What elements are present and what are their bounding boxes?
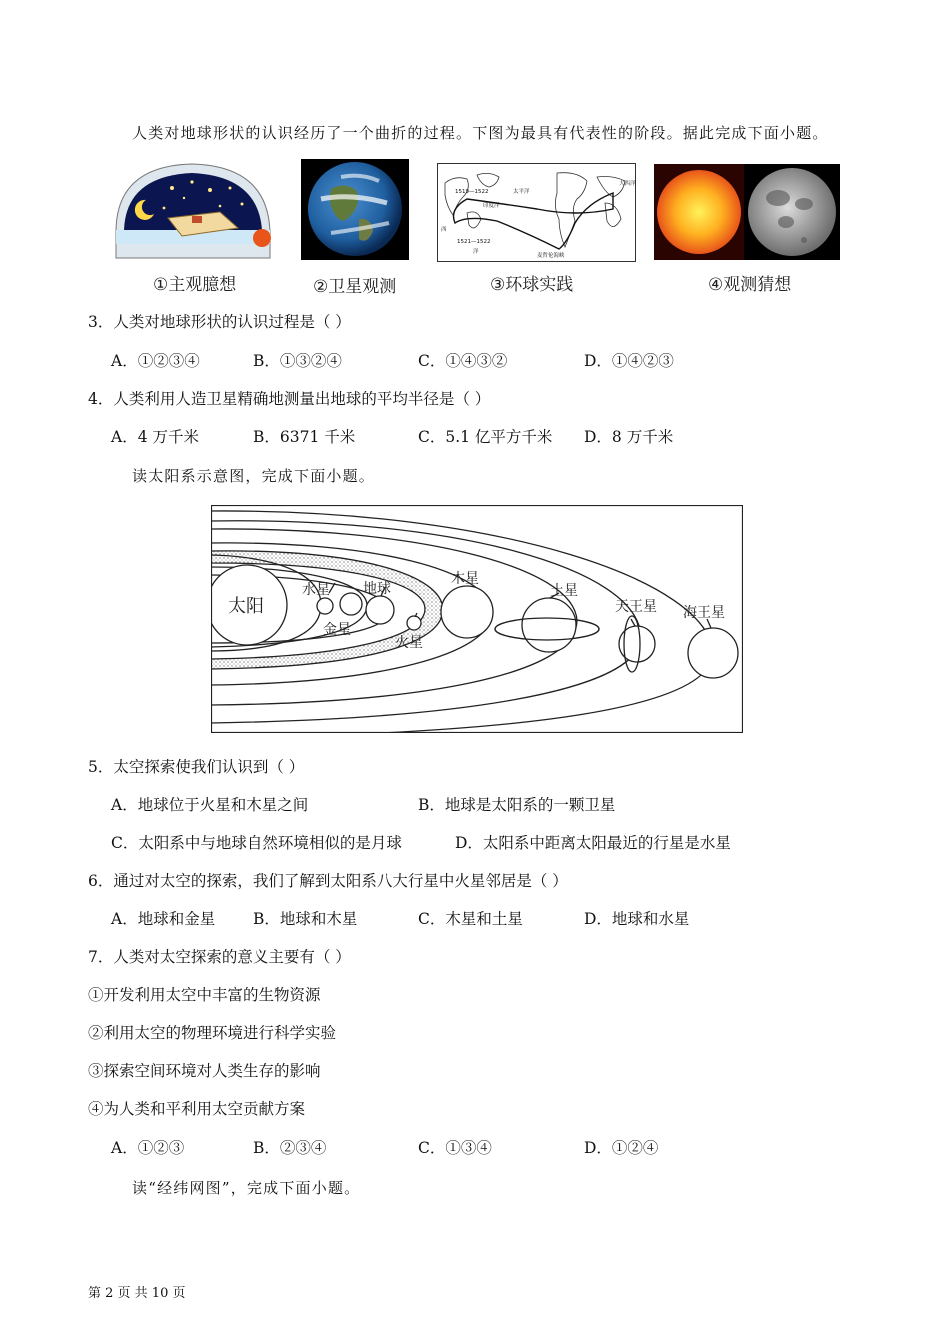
- q6-option-d: D．地球和水星: [584, 910, 690, 928]
- q4-option-c: C．5.1 亿平方千米: [418, 428, 553, 446]
- map-label-year-2: 1521—1522: [457, 239, 491, 245]
- q7-option-c: C．①③④: [418, 1139, 492, 1157]
- q4-option-a: A．4 万千米: [111, 428, 199, 446]
- q3-option-c: C．①④③②: [418, 352, 508, 370]
- solar-system-diagram: [211, 505, 743, 733]
- q3-option-b: B．①③②④: [253, 352, 342, 370]
- voyage-map: [437, 163, 636, 262]
- caption-4: ④观测猜想: [708, 275, 792, 295]
- label-venus: 金星: [323, 622, 351, 638]
- question-6: 6．通过对太空的探索，我们了解到太阳系八大行星中火星邻居是（ ）: [88, 872, 568, 890]
- q7-option-b: B．②③④: [253, 1139, 327, 1157]
- caption-3: ③环球实践: [490, 275, 574, 295]
- label-jupiter: 木星: [451, 571, 479, 587]
- map-label-atlantic: 大西洋: [619, 181, 636, 187]
- q7-statement-3: ③探索空间环境对人类生存的影响: [88, 1062, 321, 1080]
- map-label-strait: 麦哲伦海峡: [537, 253, 565, 259]
- label-saturn: 土星: [550, 583, 578, 599]
- q5-option-b: B．地球是太阳系的一颗卫星: [418, 796, 616, 814]
- question-3: 3．人类对地球形状的认识过程是（ ）: [88, 313, 351, 331]
- q5-option-a: A．地球位于火星和木星之间: [111, 796, 309, 814]
- label-mercury: 水星: [302, 582, 330, 598]
- map-label-pacific: 太平洋: [513, 189, 530, 195]
- q6-option-b: B．地球和木星: [253, 910, 358, 928]
- q7-option-d: D．①②④: [584, 1139, 659, 1157]
- label-uranus: 天王星: [615, 599, 657, 615]
- label-earth: 地球: [363, 581, 391, 597]
- label-mars: 火星: [395, 635, 423, 651]
- q3-option-a: A．①②③④: [111, 352, 200, 370]
- q7-statement-4: ④为人类和平利用太空贡献方案: [88, 1100, 306, 1118]
- intro-text-3: 读“经纬网图”，完成下面小题。: [132, 1179, 361, 1197]
- label-neptune: 海王星: [683, 605, 725, 621]
- q4-option-b: B．6371 千米: [253, 428, 356, 446]
- map-label-ocean: 洋: [473, 249, 479, 255]
- q5-option-d: D．太阳系中距离太阳最近的行星是水星: [455, 834, 731, 852]
- earth-photo: [301, 159, 409, 260]
- q7-statement-2: ②利用太空的物理环境进行科学实验: [88, 1024, 337, 1042]
- label-sun: 太阳: [228, 596, 264, 617]
- dome-illustration: [112, 160, 274, 262]
- q6-option-a: A．地球和金星: [111, 910, 216, 928]
- map-label-west: 西: [441, 227, 447, 233]
- q7-option-a: A．①②③: [111, 1139, 185, 1157]
- q7-statement-1: ①开发利用太空中丰富的生物资源: [88, 986, 321, 1004]
- q5-option-c: C．太阳系中与地球自然环境相似的是月球: [111, 834, 402, 852]
- map-label-year-1: 1519—1522: [455, 189, 489, 195]
- caption-2: ②卫星观测: [313, 277, 397, 297]
- question-7: 7．人类对太空探索的意义主要有（ ）: [88, 948, 351, 966]
- caption-1: ①主观臆想: [153, 275, 237, 295]
- map-label-indian: 印度洋: [483, 203, 500, 209]
- intro-text-2: 读太阳系示意图，完成下面小题。: [132, 467, 376, 485]
- page-footer: 第 2 页 共 10 页: [88, 1286, 186, 1301]
- question-5: 5．太空探索使我们认识到（ ）: [88, 758, 305, 776]
- q4-option-d: D．8 万千米: [584, 428, 674, 446]
- sun-moon-photo: [654, 164, 840, 260]
- question-4: 4．人类利用人造卫星精确地测量出地球的平均半径是（ ）: [88, 390, 491, 408]
- intro-text-1: 人类对地球形状的认识经历了一个曲折的过程。下图为最具有代表性的阶段。据此完成下面小题。: [132, 124, 829, 142]
- q6-option-c: C．木星和土星: [418, 910, 523, 928]
- q3-option-d: D．①④②③: [584, 352, 674, 370]
